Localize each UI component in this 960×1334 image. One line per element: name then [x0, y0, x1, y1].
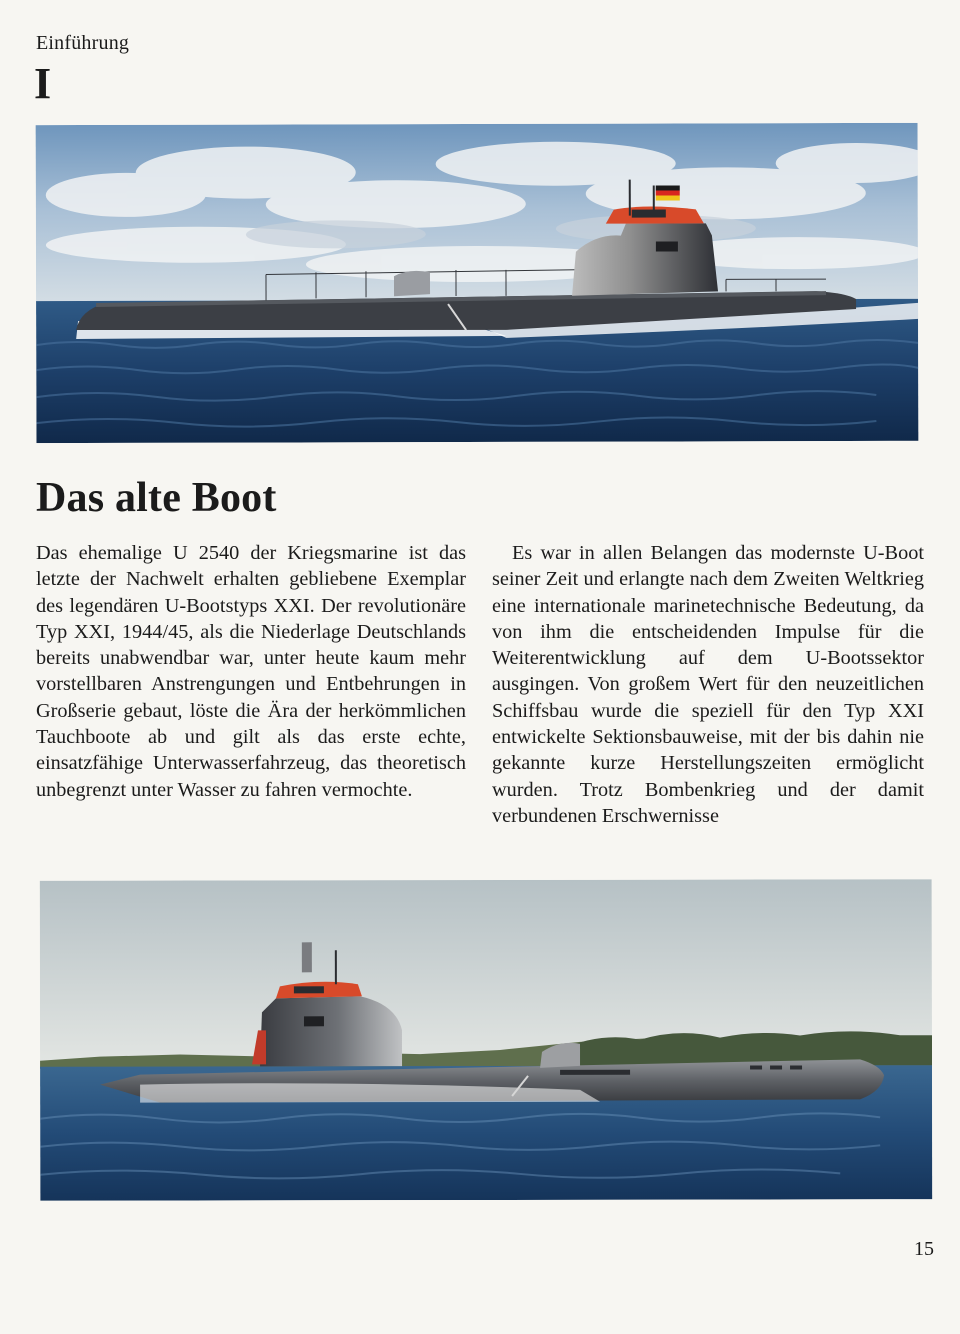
page-number: 15	[914, 1238, 934, 1260]
chapter-numeral: I	[34, 59, 52, 108]
article-column-left: Das ehemalige U 2540 der Kriegsmarine ist das letzte der Nachwelt erhalten gebliebene Exemplar des legendären U-Bootstyps XXI. Der revolutionäre Typ XXI, 1944/45, als die Niederlage Deutschlands bereits unabwendbar war, unter heute kaum mehr vorstellbaren Anstrengungen und Entbehrungen in Großserie gebaut, löste die Ära der herkömmlichen Tauchboote ab und gilt als das erste echte, einsatzfähige Unterwasserfahrzeug, das theoretisch unbegrenzt unter Wasser zu fahren vermochte.	[36, 542, 466, 801]
article-title: Das alte Boot	[36, 475, 277, 521]
section-label: Einführung	[36, 32, 130, 54]
article-column-right	[492, 540, 924, 829]
article-column-right-text: Es war in allen Belangen das modernste U-Boot seiner Zeit und erlangte nach dem Zweiten Weltkrieg eine internationale marinetechnische Bedeutung, da von ihm die entscheidenden Impulse für die Weiterentwicklung auf dem U-Bootssektor ausgingen. Von großem Wert für den neuzeitlichen Schiffsbau wurde die speziell für den Typ XXI entwickelte Sektionsbauweise, mit der bis dahin nie gekannte kurze Herstellungszeiten ermöglicht wurden. Trotz Bombenkrieg und der damit verbundenen Erschwernisse	[492, 542, 924, 827]
submarine-photo-bottom	[40, 879, 933, 1201]
submarine-photo-top	[36, 123, 919, 443]
